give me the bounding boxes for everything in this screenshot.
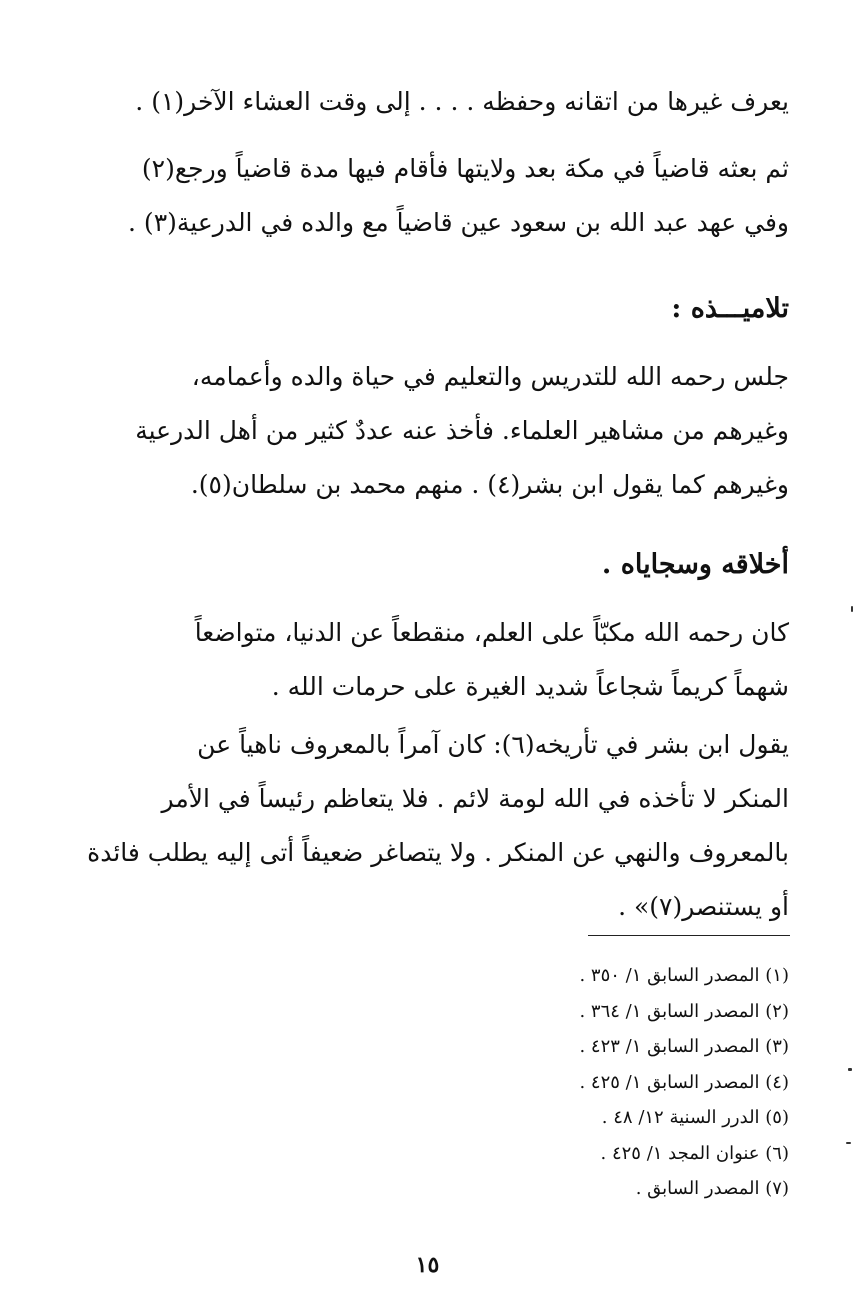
text-line: جلس رحمه الله للتدريس والتعليم في حياة والده وأعمامه، (191, 362, 789, 391)
text-line: وغيرهم من مشاهير العلماء. فأخذ عنه عددٌ كثير من أهل الدرعية (135, 416, 789, 445)
scan-speck (851, 606, 853, 612)
text-line: يقول ابن بشر في تأريخه(٦): كان آمراً بالمعروف ناهياً عن (197, 730, 789, 759)
text-line: كان رحمه الله مكبّاً على العلم، منقطعاً عن الدنيا، متواضعاً (194, 618, 789, 647)
footnote-item: (٣) المصدر السابق ١/ ٤٢٣ . (579, 1036, 789, 1057)
footnote-item: (٥) الدرر السنية ١٢/ ٤٨ . (601, 1107, 789, 1128)
paragraph-appointment (79, 142, 789, 250)
paragraph-quote (79, 718, 789, 934)
footnotes-list (389, 958, 789, 1207)
footnote-divider (588, 935, 790, 936)
page-number: ١٥ (415, 1252, 440, 1278)
text-line: ثم بعثه قاضياً في مكة بعد ولايتها فأقام فيها مدة قاضياً ورجع(٢) (141, 154, 789, 183)
text-line: شهماً كريماً شجاعاً شديد الغيرة على حرمات الله . (271, 672, 789, 701)
text-line: يعرف غيرها من اتقانه وحفظه . . . . إلى وقت العشاء الآخر(١) . (135, 87, 789, 116)
text-line: المنكر لا تأخذه في الله لومة لائم . فلا يتعاظم رئيساً في الأمر (161, 784, 789, 813)
footnote-item: (٤) المصدر السابق ١/ ٤٢٥ . (579, 1071, 789, 1093)
footnote-item: (١) المصدر السابق ١/ ٣٥٠ . (579, 965, 789, 986)
paragraph-intro (79, 75, 789, 129)
scan-speck (846, 1142, 851, 1144)
scan-speck (848, 1068, 852, 1071)
footnote-item: (٧) المصدر السابق . (635, 1178, 789, 1199)
section-heading-morals (79, 538, 789, 592)
paragraph-students (79, 350, 789, 512)
heading-text: أخلاقه وسجاياه . (601, 549, 789, 580)
text-line: أو يستنصر(٧)» . (618, 892, 789, 921)
heading-text: تلاميـــذه : (671, 293, 789, 324)
footnote-item: (٢) المصدر السابق ١/ ٣٦٤ . (579, 1000, 789, 1022)
text-line: بالمعروف والنهي عن المنكر . ولا يتصاغر ضعيفاً أتى إليه يطلب فائدة (87, 838, 789, 867)
section-heading-students (79, 282, 789, 336)
paragraph-morals (79, 606, 789, 714)
text-line: وغيرهم كما يقول ابن بشر(٤) . منهم محمد بن سلطان(٥). (190, 470, 789, 499)
footnote-item: (٦) عنوان المجد ١/ ٤٢٥ . (600, 1142, 789, 1164)
text-line: وفي عهد عبد الله بن سعود عين قاضياً مع والده في الدرعية(٣) . (128, 208, 789, 237)
